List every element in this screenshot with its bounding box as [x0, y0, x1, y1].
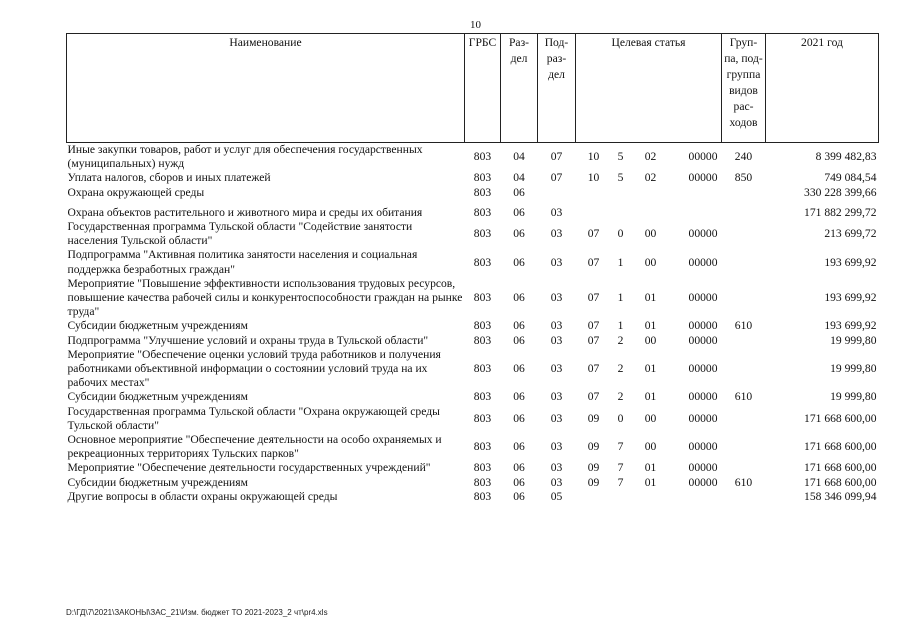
row-amount: 193 699,92: [824, 319, 877, 333]
row-name: Мероприятие "Обеспечение деятельности государственных учреждений": [67, 461, 431, 475]
row-group: [722, 490, 766, 504]
row-amount: 8 399 482,83: [815, 150, 877, 164]
header-group-line: видов: [729, 84, 758, 97]
row-razdel: 06: [513, 362, 525, 376]
row-target-article: [576, 186, 722, 200]
target-article-ts4: 00000: [688, 333, 718, 347]
row-grbs: 803: [473, 150, 492, 164]
target-article-ts2: 1: [617, 255, 624, 269]
row-target-article: [576, 171, 722, 185]
header-group-line: группа: [726, 68, 761, 81]
row-amount: 19 999,80: [830, 333, 877, 347]
row-group: [722, 433, 766, 461]
row-podrazdel: 03: [550, 390, 563, 404]
row-amount: 193 699,92: [824, 291, 877, 305]
row-target-article: [576, 220, 722, 248]
row-podrazdel: 03: [550, 440, 563, 454]
row-grbs: 803: [473, 489, 492, 503]
row-grbs: 803: [473, 205, 492, 219]
row-razdel: 06: [513, 255, 525, 269]
page-number: 10: [470, 19, 481, 31]
row-podrazdel: [538, 186, 576, 200]
row-grbs: 803: [473, 362, 492, 376]
row-target-article: [576, 334, 722, 348]
row-name: Подпрограмма "Улучшение условий и охраны труда в Тульской области": [67, 333, 429, 347]
target-article-ts1: 07: [587, 390, 600, 404]
target-article-ts1: 07: [587, 255, 600, 269]
row-group: 610: [734, 475, 753, 489]
target-article-parts: [586, 440, 718, 454]
target-article-parts: [586, 291, 718, 305]
row-name: Мероприятие "Повышение эффективности использования трудовых ресурсов, повышение качества рабочей силы и конкурентоспособности граждан на рынке труда": [67, 276, 463, 319]
row-target-article: [576, 490, 722, 504]
row-name: Государственная программа Тульской области "Содействие занятости населения Тульской области": [67, 220, 413, 248]
file-path-footer: D:\ГД\7\2021\ЗАКОНЫ\ЗАС_21\Изм. бюджет ТО 2021-2023_2 чт\pr4.xls: [66, 608, 328, 617]
row-podrazdel: 03: [550, 411, 563, 425]
row-target-article: [576, 461, 722, 475]
target-article-ts2: 5: [617, 171, 624, 185]
target-article-ts2: 0: [617, 411, 624, 425]
target-article-ts2: 2: [617, 333, 624, 347]
table-row: [67, 476, 879, 490]
row-target-article: [576, 348, 722, 391]
table-row: [67, 277, 879, 320]
header-target: Целевая статья: [576, 34, 722, 143]
target-article-parts: [586, 390, 718, 404]
table-row: [67, 143, 879, 172]
row-grbs: 803: [473, 291, 492, 305]
target-article-ts2: 5: [617, 150, 624, 164]
table-row: [67, 171, 879, 185]
table-body: [67, 143, 879, 505]
target-article-parts: [586, 362, 718, 376]
target-article-ts3: 02: [644, 150, 657, 164]
target-article-ts2: 2: [617, 362, 624, 376]
target-article-ts3: 01: [644, 475, 657, 489]
row-name: Основное мероприятие "Обеспечение деятельности на особо охраняемых и рекреационных территориях Тульских парков": [67, 433, 442, 461]
header-podrazdel-line: Под-: [544, 36, 569, 49]
header-name: Наименование: [67, 34, 465, 143]
row-podrazdel: 07: [550, 171, 563, 185]
header-group-line: па, под-: [724, 52, 763, 65]
row-group: 610: [734, 319, 753, 333]
row-amount: 171 668 600,00: [804, 461, 877, 475]
row-target-article: [576, 319, 722, 333]
header-razdel: [501, 34, 538, 143]
row-amount: 213 699,72: [824, 227, 877, 241]
row-amount: 19 999,80: [830, 362, 877, 376]
target-article-ts1: 09: [587, 475, 600, 489]
budget-table: [66, 33, 879, 504]
row-name: Уплата налогов, сборов и иных платежей: [67, 171, 271, 185]
row-grbs: 803: [473, 390, 492, 404]
target-article-ts2: 7: [617, 461, 624, 475]
target-article-ts3: 01: [644, 461, 657, 475]
row-target-article: [576, 248, 722, 276]
row-podrazdel: 03: [550, 362, 563, 376]
target-article-ts3: 00: [644, 227, 657, 241]
target-article-parts: [586, 334, 718, 348]
row-amount: 171 668 600,00: [804, 475, 877, 489]
target-article-ts3: 00: [644, 255, 657, 269]
row-grbs: 803: [473, 319, 492, 333]
target-article-ts1: 09: [587, 411, 600, 425]
table-row: [67, 390, 879, 404]
table-row: [67, 319, 879, 333]
row-grbs: 803: [473, 461, 492, 475]
row-amount: 171 668 600,00: [804, 411, 877, 425]
target-article-ts4: 00000: [688, 362, 718, 376]
target-article-parts: [586, 171, 718, 185]
target-article-ts4: 00000: [688, 440, 718, 454]
row-razdel: 06: [513, 489, 525, 503]
row-group: [722, 348, 766, 391]
target-article-ts4: 00000: [688, 171, 718, 185]
row-amount: 193 699,92: [824, 255, 877, 269]
row-podrazdel: 03: [550, 227, 563, 241]
target-article-ts3: 00: [644, 333, 657, 347]
target-article-ts1: 10: [587, 171, 600, 185]
row-podrazdel: 03: [550, 205, 563, 219]
row-razdel: 04: [513, 150, 525, 164]
target-article-ts4: 00000: [688, 411, 718, 425]
row-amount: 749 084,54: [824, 171, 877, 185]
row-grbs: 803: [473, 227, 492, 241]
row-name: Государственная программа Тульской области "Охрана окружающей среды Тульской области": [67, 404, 440, 432]
row-group: [722, 248, 766, 276]
row-group: [722, 186, 766, 200]
row-name: Охрана окружающей среды: [67, 185, 205, 199]
target-article-ts3: 01: [644, 319, 657, 333]
row-grbs: 803: [473, 185, 492, 199]
header-grbs: ГРБС: [465, 34, 501, 143]
target-article-ts4: 00000: [688, 390, 718, 404]
row-podrazdel: 07: [550, 150, 563, 164]
row-target-article: [576, 405, 722, 433]
row-podrazdel: 03: [550, 291, 563, 305]
row-amount: 19 999,80: [830, 390, 877, 404]
target-article-ts3: 01: [644, 362, 657, 376]
target-article-parts: [586, 150, 718, 164]
target-article-ts3: 02: [644, 171, 657, 185]
row-razdel: 06: [513, 227, 525, 241]
header-razdel-line: дел: [510, 52, 528, 65]
row-podrazdel: 03: [550, 333, 563, 347]
row-group: [722, 405, 766, 433]
row-amount: 171 882 299,72: [804, 205, 877, 219]
row-group: [722, 277, 766, 320]
target-article-ts4: 00000: [688, 475, 718, 489]
target-article-parts: [586, 227, 718, 241]
row-group: [722, 206, 766, 220]
row-grbs: 803: [473, 475, 492, 489]
row-grbs: 803: [473, 440, 492, 454]
row-razdel: 06: [513, 461, 525, 475]
row-razdel: 06: [513, 411, 525, 425]
row-razdel: 04: [513, 171, 525, 185]
target-article-ts1: 07: [587, 362, 600, 376]
target-article-ts1: 07: [587, 333, 600, 347]
target-article-ts1: 09: [587, 461, 600, 475]
row-amount: 171 668 600,00: [804, 440, 877, 454]
row-razdel: 06: [513, 440, 525, 454]
target-article-ts4: 00000: [688, 150, 718, 164]
target-article-ts4: 00000: [688, 255, 718, 269]
table-header: [67, 34, 879, 143]
header-razdel-line: Раз-: [508, 36, 530, 49]
table-row: [67, 461, 879, 475]
target-article-ts2: 7: [617, 475, 624, 489]
target-article-ts1: 07: [587, 227, 600, 241]
row-name: Субсидии бюджетным учреждениям: [67, 319, 248, 333]
header-group-line: Груп-: [729, 36, 758, 49]
row-razdel: 06: [513, 333, 525, 347]
row-name: Охрана объектов растительного и животного мира и среды их обитания: [67, 205, 423, 219]
table-row: [67, 186, 879, 200]
table-row: [67, 248, 879, 276]
target-article-parts: [586, 319, 718, 333]
row-group: 240: [734, 150, 753, 164]
row-amount: 158 346 099,94: [804, 489, 877, 503]
header-group: [722, 34, 766, 143]
table-row: [67, 348, 879, 391]
row-name: Субсидии бюджетным учреждениям: [67, 390, 248, 404]
table-row: [67, 220, 879, 248]
target-article-ts3: 01: [644, 291, 657, 305]
row-group: [722, 334, 766, 348]
row-podrazdel: 03: [550, 475, 563, 489]
row-razdel: 06: [513, 185, 525, 199]
target-article-parts: [586, 461, 718, 475]
target-article-ts4: 00000: [688, 227, 718, 241]
row-name: Субсидии бюджетным учреждениям: [67, 475, 248, 489]
table-row: [67, 334, 879, 348]
header-group-line: рас-: [733, 100, 754, 113]
target-article-ts2: 2: [617, 390, 624, 404]
target-article-ts4: 00000: [688, 291, 718, 305]
target-article-ts1: 09: [587, 440, 600, 454]
target-article-ts2: 1: [617, 291, 624, 305]
row-grbs: 803: [473, 411, 492, 425]
target-article-ts3: 00: [644, 411, 657, 425]
row-target-article: [576, 476, 722, 490]
row-name: Мероприятие "Обеспечение оценки условий труда работников и получения работниками объективной информации о состоянии условий труда на их рабочих местах": [67, 347, 441, 390]
target-article-ts2: 7: [617, 440, 624, 454]
table-row: [67, 490, 879, 504]
row-name: Иные закупки товаров, работ и услуг для обеспечения государственных (муниципальных) нужд: [67, 143, 423, 171]
target-article-ts4: 00000: [688, 319, 718, 333]
target-article-ts3: 00: [644, 440, 657, 454]
table-row: [67, 405, 879, 433]
target-article-ts2: 0: [617, 227, 624, 241]
table-row: [67, 206, 879, 220]
row-target-article: [576, 206, 722, 220]
header-podrazdel-line: раз-: [546, 52, 567, 65]
row-razdel: 06: [513, 319, 525, 333]
row-target-article: [576, 433, 722, 461]
row-group: 610: [734, 390, 753, 404]
row-podrazdel: 03: [550, 255, 563, 269]
table-row: [67, 433, 879, 461]
target-article-ts2: 1: [617, 319, 624, 333]
target-article-parts: [586, 412, 718, 426]
target-article-ts1: 07: [587, 319, 600, 333]
row-razdel: 06: [513, 291, 525, 305]
row-podrazdel: 03: [550, 461, 563, 475]
row-grbs: 803: [473, 171, 492, 185]
row-podrazdel: 03: [550, 319, 563, 333]
header-podrazdel-line: дел: [548, 68, 565, 81]
target-article-ts3: 01: [644, 390, 657, 404]
header-podrazdel: [538, 34, 576, 143]
row-razdel: 06: [513, 390, 525, 404]
header-year: 2021 год: [766, 34, 879, 143]
row-grbs: 803: [473, 333, 492, 347]
row-target-article: [576, 390, 722, 404]
row-target-article: [576, 143, 722, 172]
target-article-ts1: 07: [587, 291, 600, 305]
target-article-parts: [586, 476, 718, 490]
target-article-ts1: 10: [587, 150, 600, 164]
row-name: Другие вопросы в области охраны окружающей среды: [67, 489, 338, 503]
row-grbs: 803: [473, 255, 492, 269]
row-podrazdel: 05: [550, 489, 563, 503]
target-article-parts: [586, 256, 718, 270]
row-target-article: [576, 277, 722, 320]
header-group-line: ходов: [729, 116, 758, 129]
row-group: [722, 461, 766, 475]
row-amount: 330 228 399,66: [804, 185, 877, 199]
row-razdel: 06: [513, 205, 525, 219]
row-group: 850: [734, 171, 753, 185]
target-article-ts4: 00000: [688, 461, 718, 475]
row-group: [722, 220, 766, 248]
row-name: Подпрограмма "Активная политика занятости населения и социальная поддержка безработных граждан": [67, 248, 418, 276]
row-razdel: 06: [513, 475, 525, 489]
